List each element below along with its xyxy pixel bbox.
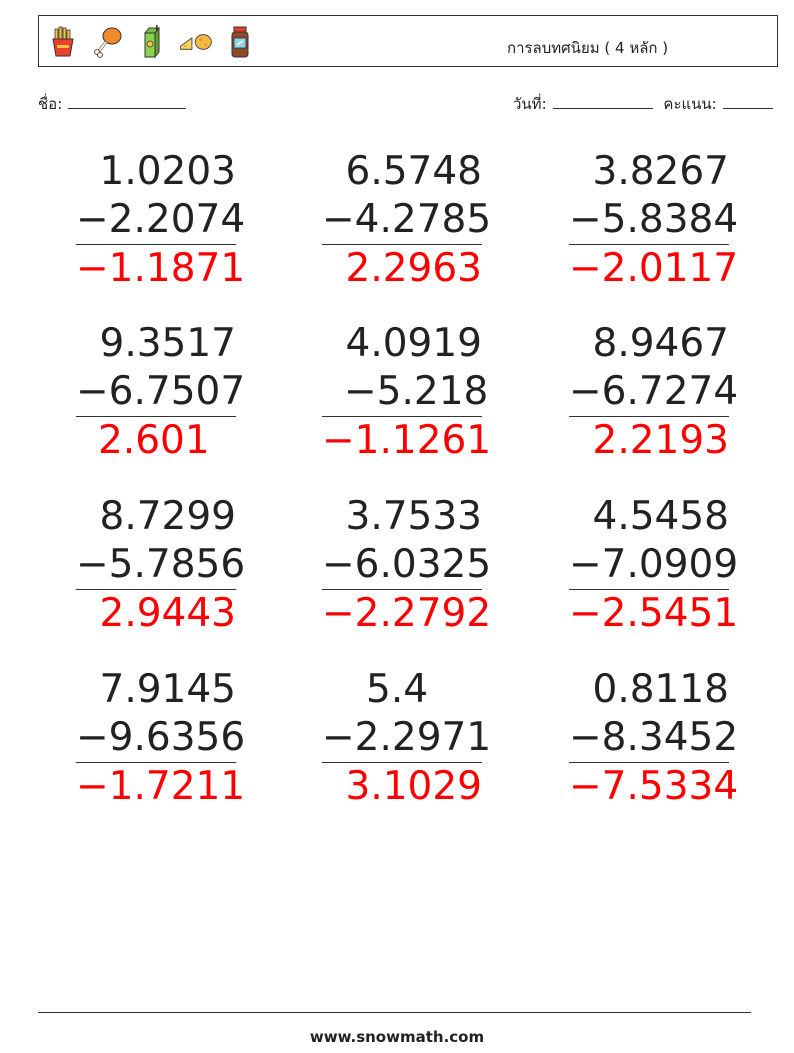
- subtrahend-value: −2.2074: [76, 196, 236, 245]
- answer-value: 2.601: [98, 418, 210, 463]
- minuend-value: 5.4: [366, 667, 429, 712]
- worksheet-header: [38, 15, 778, 67]
- answer-value: −2.2792: [322, 591, 492, 636]
- worksheet-title: การลบทศนิยม ( 4 หลัก ): [507, 39, 669, 57]
- footer-divider: [38, 1012, 751, 1013]
- jar-icon: [223, 25, 257, 59]
- answer-value: −1.1871: [76, 246, 246, 291]
- chicken-leg-icon: [91, 25, 125, 59]
- subtrahend-value: −6.0325: [322, 541, 482, 590]
- score-line[interactable]: [723, 94, 773, 109]
- minuend-value: 3.8267: [592, 149, 729, 194]
- minuend-value: 1.0203: [99, 149, 236, 194]
- subtrahend-value: −7.0909: [569, 541, 729, 590]
- subtrahend-value: −5.7856: [76, 541, 236, 590]
- score-label: คะแนน:: [663, 95, 717, 113]
- subtraction-problem: [76, 148, 246, 293]
- cheese-icon: [179, 25, 213, 59]
- subtrahend-value: −4.2785: [322, 196, 482, 245]
- minuend-value: 8.9467: [592, 321, 729, 366]
- subtrahend-value: −5.8384: [569, 196, 729, 245]
- date-score-fields: [513, 92, 773, 116]
- fries-icon: [47, 25, 81, 59]
- subtrahend-value: −9.6356: [76, 714, 236, 763]
- name-field: [38, 92, 186, 116]
- minuend-value: 8.7299: [99, 494, 236, 539]
- answer-value: 2.2963: [345, 246, 482, 291]
- subtrahend-value: −6.7507: [76, 368, 236, 417]
- subtraction-problem: [569, 148, 739, 293]
- subtrahend-value: −6.7274: [569, 368, 729, 417]
- date-line[interactable]: [553, 94, 653, 109]
- header-icons: [47, 22, 257, 62]
- minuend-value: 0.8118: [592, 667, 729, 712]
- footer-site: www.snowmath.com: [309, 1028, 485, 1046]
- minuend-value: 7.9145: [99, 667, 236, 712]
- juice-box-icon: [135, 25, 169, 59]
- subtraction-problem: [569, 493, 739, 638]
- minuend-value: 3.7533: [345, 494, 482, 539]
- answer-value: 2.2193: [592, 418, 729, 463]
- subtraction-problem: [569, 666, 739, 811]
- subtraction-problem: [322, 320, 492, 465]
- answer-value: 3.1029: [345, 764, 482, 809]
- answer-value: −1.1261: [322, 418, 492, 463]
- name-line[interactable]: [68, 94, 186, 109]
- name-label: ชื่อ:: [38, 95, 63, 113]
- answer-value: −2.5451: [569, 591, 739, 636]
- answer-value: −7.5334: [569, 764, 739, 809]
- minuend-value: 9.3517: [99, 321, 236, 366]
- subtrahend-value: −8.3452: [569, 714, 729, 763]
- answer-value: −2.0117: [569, 246, 739, 291]
- subtraction-problem: [76, 666, 246, 811]
- subtrahend-value: −2.2971: [322, 714, 482, 763]
- subtraction-problem: [569, 320, 739, 465]
- answer-value: 2.9443: [99, 591, 236, 636]
- subtraction-problem: [322, 148, 492, 293]
- minuend-value: 6.5748: [345, 149, 482, 194]
- subtraction-problem: [322, 666, 492, 811]
- minuend-value: 4.0919: [345, 321, 482, 366]
- date-label: วันที่:: [513, 95, 547, 113]
- subtraction-problem: [322, 493, 492, 638]
- minuend-value: 4.5458: [592, 494, 729, 539]
- subtraction-problem: [76, 320, 246, 465]
- subtraction-problem: [76, 493, 246, 638]
- answer-value: −1.7211: [76, 764, 246, 809]
- subtrahend-value: −5.218: [322, 368, 482, 417]
